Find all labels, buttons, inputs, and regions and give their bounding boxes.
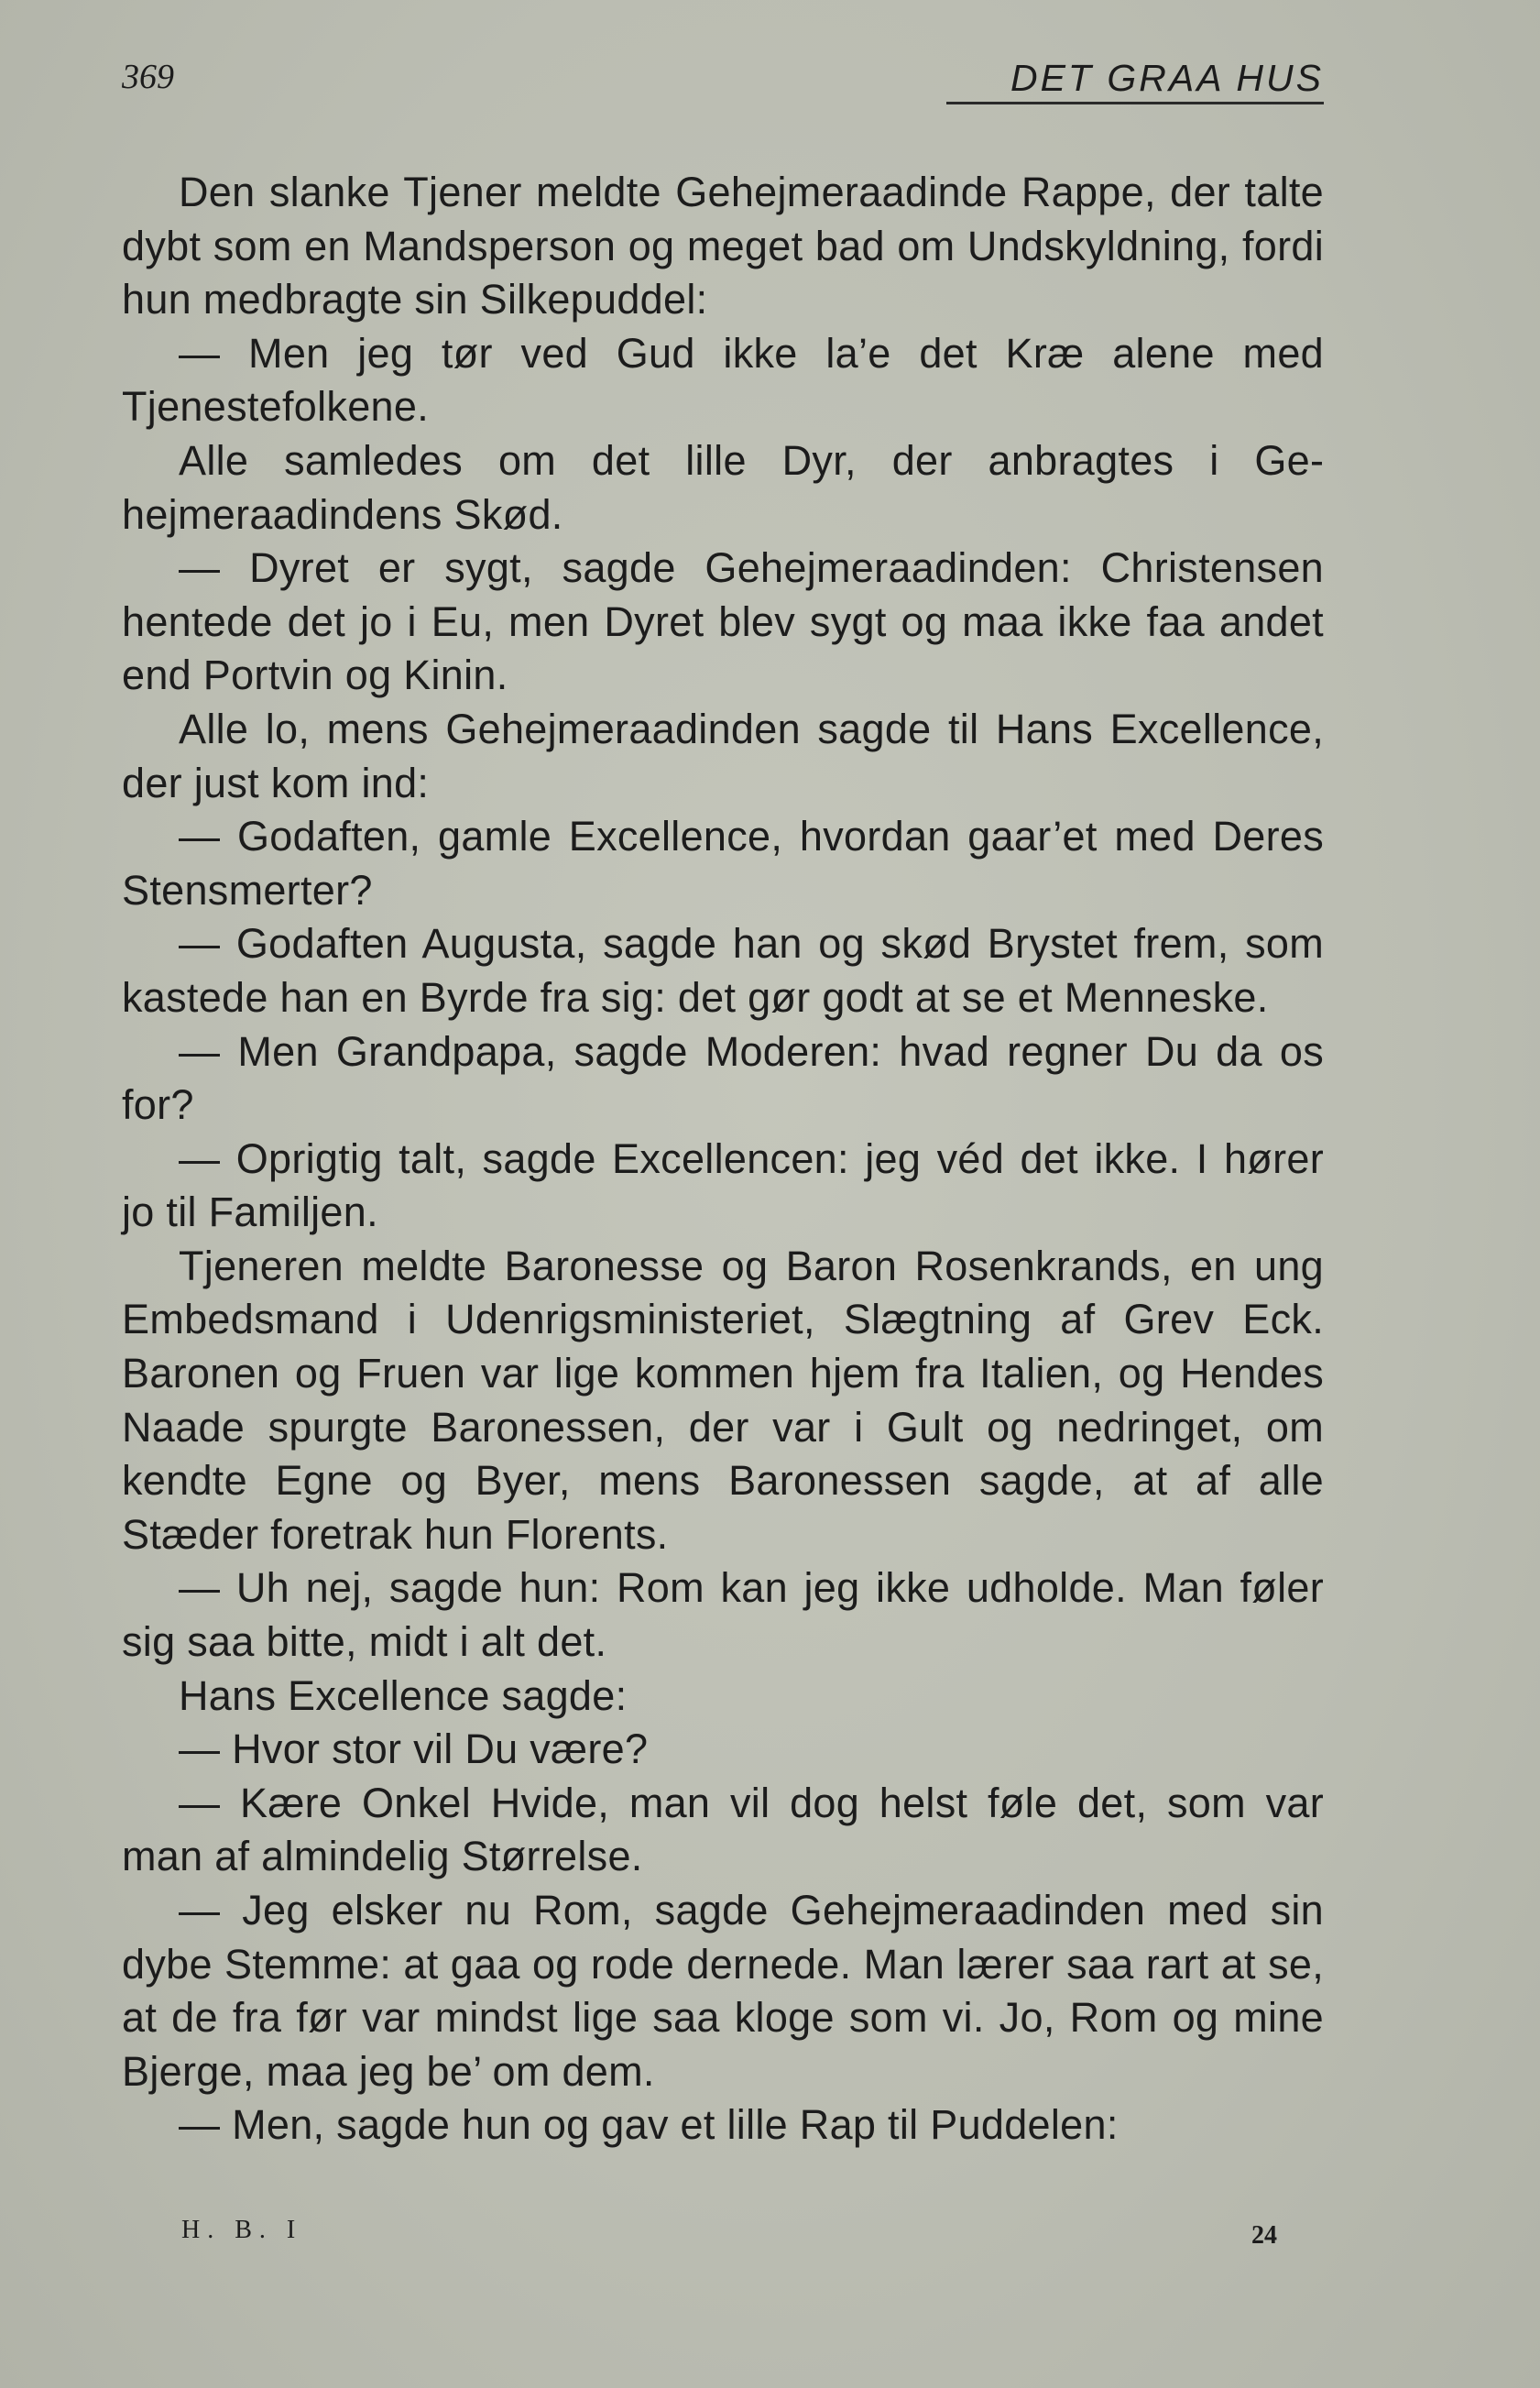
running-title: DET GRAA HUS: [946, 57, 1324, 104]
paragraph: Alle lo, mens Gehejmeraadinden sagde til Hans Excellence, der just kom ind:: [122, 705, 1324, 806]
paragraph: — Uh nej, sagde hun: Rom kan jeg ikke udholde. Man føler sig saa bitte, midt i alt det.: [122, 1564, 1324, 1666]
paragraph: — Godaften, gamle Excellence, hvordan gaar’et med Deres Stensmerter?: [122, 813, 1324, 914]
paragraph: — Dyret er sygt, sagde Gehejmeraadinden: Christensen hentede det jo i Eu, men Dyret blev sygt og maa ikke faa andet end Portvin og Kinin.: [122, 544, 1324, 699]
paragraph: — Oprigtig talt, sagde Excellencen: jeg véd det ikke. I hører jo til Familjen.: [122, 1134, 1324, 1236]
paragraph: Tjeneren meldte Baronesse og Baron Rosenkrands, en ung Embedsmand i Udenrigsministeriet, Slægtning af Grev Eck. Baronen og Fruen var lige kommen hjem fra Italien, og Hendes Naade spurgte Baronessen, der var i Gult og nedringet, om kendte Egne og Byer, mens Baronessen sagde, at af alle Stæder foretrak hun Florents.: [122, 1242, 1324, 1558]
paragraph: — Jeg elsker nu Rom, sagde Gehejmeraadinden med sin dybe Stemme: at gaa og rode dernede. Man lærer saa rart at se, at de fra før var mindst lige saa kloge som vi. Jo, Rom og mine Bjerge, maa jeg be’ om dem.: [122, 1887, 1324, 2095]
paragraph: — Men Grandpapa, sagde Moderen: hvad regner Du da os for?: [122, 1027, 1324, 1129]
paragraph: — Godaften Augusta, sagde han og skød Brystet frem, som kastede han en Byrde fra sig: det gør godt at se et Menneske.: [122, 920, 1324, 1021]
paragraph: — Kære Onkel Hvide, man vil dog helst føle det, som var man af almindelig Størrelse.: [122, 1779, 1324, 1880]
page-number: 369: [122, 58, 174, 96]
signature-mark: H. B. I: [181, 2216, 303, 2244]
sheet-number: 24: [1251, 2221, 1277, 2250]
paragraph: Alle samledes om det lille Dyr, der anbragtes i Gehejmeraadindens Skød.: [122, 436, 1324, 538]
body-text: [122, 166, 1324, 2152]
paragraph: Den slanke Tjener meldte Gehejmeraadinde Rappe, der talte dybt som en Mandsperson og meget bad om Undskyldning, fordi hun medbragte sin Silkepuddel:: [122, 169, 1324, 323]
paragraph: — Hvor stor vil Du være?: [179, 1725, 649, 1773]
paragraph: — Men jeg tør ved Gud ikke la’e det Kræ alene med Tjenestefolkene.: [122, 329, 1324, 431]
paragraph: — Men, sagde hun og gav et lille Rap til Puddelen:: [179, 2101, 1119, 2149]
paragraph: Hans Excellence sagde:: [179, 1671, 628, 1719]
page-header: [122, 57, 1324, 112]
